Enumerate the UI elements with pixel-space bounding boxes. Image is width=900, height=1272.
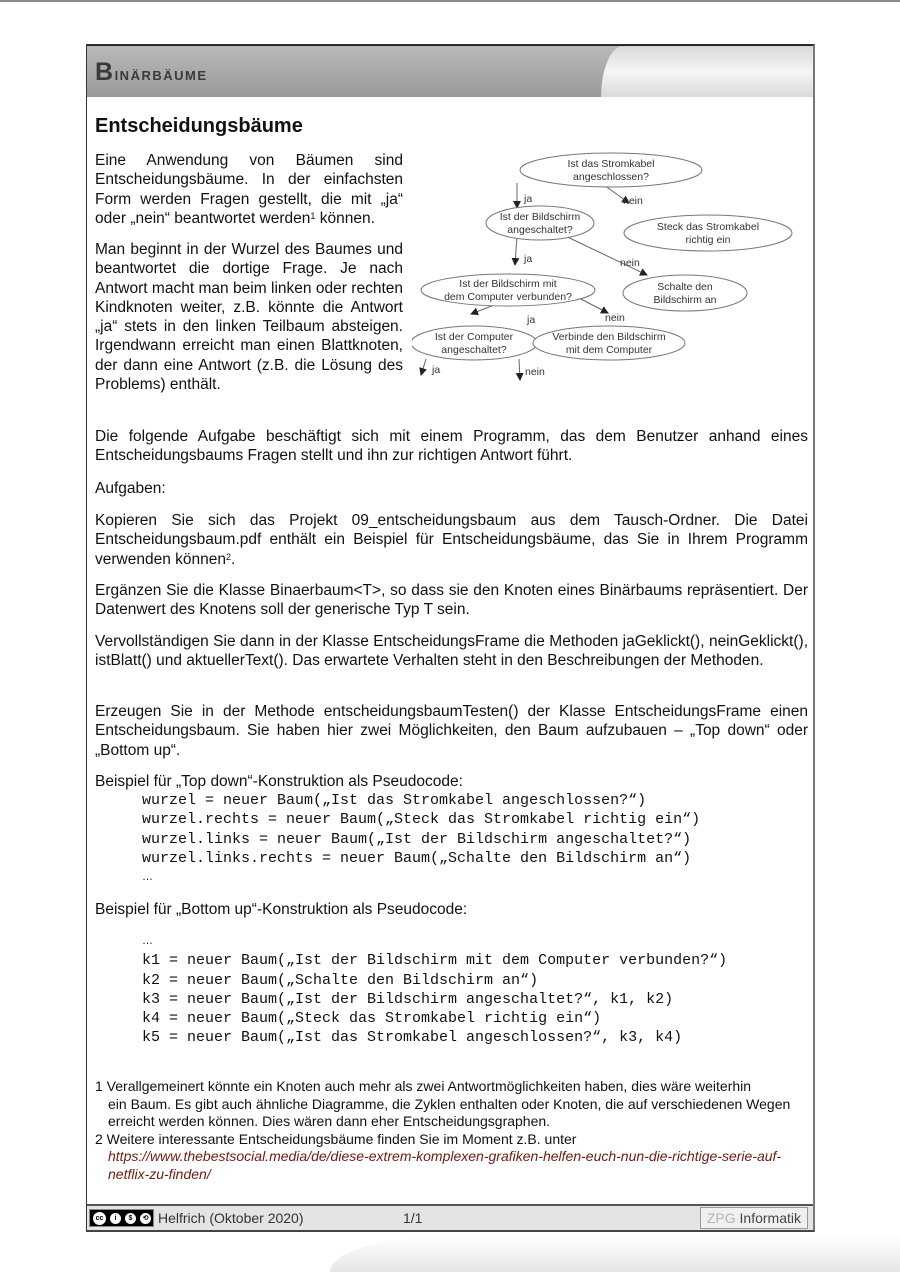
cc-icon: cc bbox=[92, 1211, 107, 1226]
svg-text:ja: ja bbox=[527, 314, 536, 326]
header-title: Binärbäume bbox=[95, 58, 208, 86]
page-shadow bbox=[330, 1236, 900, 1272]
svg-text:Verbinde den Bildschirm: Verbinde den Bildschirm bbox=[552, 331, 666, 343]
task-build-tree: Erzeugen Sie in der Methode entscheidungsbaumTesten() der Klasse EntscheidungsFrame einen Entscheidungsbaum. Sie haben hier zwei Möglichkeiten, den Baum aufzubauen – „Top down“ oder „Bottom up“. bbox=[95, 703, 808, 759]
svg-text:Bildschirm an: Bildschirm an bbox=[653, 294, 717, 306]
task-copy-project: Kopieren Sie sich das Projekt 09_entscheidungsbaum aus dem Tausch-Ordner. Die Datei Entscheidungsbaum.pdf enthält ein Beispiel für Entscheidungsbäume, das Sie in Ihrem Programm verwenden können$^2$. bbox=[95, 512, 808, 568]
footer-page-number: 1/1 bbox=[403, 1210, 423, 1226]
nc-icon: $ bbox=[124, 1212, 137, 1225]
svg-text:Steck das Stromkabel: Steck das Stromkabel bbox=[656, 221, 760, 233]
svg-text:nein: nein bbox=[620, 257, 640, 269]
footnote-1-continued: ein Baum. Es gibt auch ähnliche Diagramme, die Zyklen enthalten oder Knoten, die auf verschiedenen Wegen erreicht werden können. Dies wären dann eher Entscheidungsgraphen. bbox=[108, 1095, 791, 1129]
svg-text:Ist der Bildschirm: Ist der Bildschirm bbox=[499, 211, 581, 223]
svg-text:nein: nein bbox=[605, 312, 625, 324]
svg-text:Schalte den: Schalte den bbox=[657, 281, 713, 293]
svg-text:Ist das Stromkabel: Ist das Stromkabel bbox=[567, 158, 655, 170]
svg-text:ja: ja bbox=[432, 364, 441, 376]
bottomup-label: Beispiel für „Bottom up“-Konstruktion als Pseudocode: bbox=[95, 901, 468, 918]
svg-text:richtig ein: richtig ein bbox=[685, 234, 731, 246]
footnote-1: 1 Verallgemeinert könnte ein Knoten auch mehr als zwei Antwortmöglichkeiten haben, dies wäre weiterhin bbox=[95, 1078, 752, 1094]
footnotes bbox=[95, 1078, 810, 1183]
page-title: Entscheidungsbäume bbox=[95, 115, 303, 137]
zpg-informatik-logo: ZPG Informatik bbox=[700, 1207, 808, 1229]
footnote-ref-1[interactable]: 1 bbox=[310, 210, 316, 221]
svg-text:Ist der Computer: Ist der Computer bbox=[434, 331, 514, 343]
footer-author: Helfrich (Oktober 2020) bbox=[158, 1210, 304, 1226]
sa-icon: ⟲ bbox=[139, 1212, 152, 1225]
intro-paragraph-2: Man beginnt in der Wurzel des Baumes und beantwortet die dortige Frage. Je nach Antwort macht man beim linken oder rechten Kindknoten weiter, z.B. könnte die Antwort „ja“ stets in den linken Teilbaum absteigen. Irgendwann erreicht man einen Blattknoten, der dann eine Antwort (z.B. die Lösung des Problems) enthält. bbox=[95, 241, 403, 394]
task-entscheidungsframe: Vervollständigen Sie dann in der Klasse EntscheidungsFrame die Methoden jaGeklickt(), neinGeklickt(), istBlatt() und aktuellerText(). Das erwartete Verhalten steht in den Beschreibungen der Methoden. bbox=[95, 633, 808, 670]
topdown-label: Beispiel für „Top down“-Konstruktion als Pseudocode: bbox=[95, 773, 463, 790]
tasks-label: Aufgaben: bbox=[95, 480, 166, 497]
svg-text:angeschaltet?: angeschaltet? bbox=[441, 344, 507, 356]
topdown-code-block: wurzel = neuer Baum(„Ist das Stromkabel angeschlossen?“) wurzel.rechts = neuer Baum(„Steck das Stromkabel richtig ein“) wurzel.links = neuer Baum(„Ist der Bildschirm angeschaltet?“) wurzel.links.rechts = neuer Baum(„Schalte den Bildschirm an“) … bbox=[142, 792, 701, 884]
footnote-2-link[interactable]: https://www.thebestsocial.media/de/diese-extrem-komplexen-grafiken-helfen-euch-nun-die-richtige-serie-auf-netflix-zu-finden/ bbox=[108, 1148, 782, 1182]
svg-text:ja: ja bbox=[524, 253, 533, 265]
page-footer bbox=[87, 1204, 813, 1230]
svg-text:angeschaltet?: angeschaltet? bbox=[507, 224, 573, 236]
svg-text:nein: nein bbox=[623, 195, 643, 207]
svg-text:Ist der Bildschirm mit: Ist der Bildschirm mit bbox=[459, 278, 557, 290]
svg-text:ja: ja bbox=[524, 193, 533, 205]
intro-paragraph-1: Eine Anwendung von Bäumen sind Entscheidungsbäume. In der einfachsten Form werden Fragen gestellt, die mit „ja“ oder „nein“ beantwortet werden$^1$ können. bbox=[95, 152, 403, 227]
footnote-2: 2 Weitere interessante Entscheidungsbäume finden Sie im Moment z.B. unter bbox=[95, 1130, 577, 1147]
svg-text:mit dem Computer: mit dem Computer bbox=[565, 344, 653, 356]
header-swoosh bbox=[601, 46, 813, 97]
page-header bbox=[87, 45, 813, 97]
by-icon: i bbox=[109, 1212, 122, 1225]
svg-text:angeschlossen?: angeschlossen? bbox=[573, 171, 649, 183]
task-binaerbaum: Ergänzen Sie die Klasse Binaerbaum<T>, so dass sie den Knoten eines Binärbaums repräsentiert. Der Datenwert des Knotens soll der generische Typ T sein. bbox=[95, 582, 808, 619]
top-border bbox=[0, 0, 900, 2]
paragraph-program-description: Die folgende Aufgabe beschäftigt sich mit einem Programm, das dem Benutzer anhand eines Entscheidungsbaums Fragen stellt und ihn zur richtigen Antwort führt. bbox=[95, 428, 808, 465]
cc-by-nc-sa-icon bbox=[89, 1209, 154, 1227]
footnote-ref-2[interactable]: 2 bbox=[226, 551, 232, 562]
document-page bbox=[86, 44, 815, 1232]
bottomup-code-block: … k1 = neuer Baum(„Ist der Bildschirm mit dem Computer verbunden?“) k2 = neuer Baum(„Schalte den Bildschirm an“) k3 = neuer Baum(„Ist der Bildschirm angeschaltet?“, k1, k2) k4 = neuer Baum(„Steck das Stromkabel richtig ein“) k5 = neuer Baum(„Ist das Stromkabel angeschlossen?“, k3, k4) bbox=[142, 935, 728, 1047]
svg-text:dem Computer verbunden?: dem Computer verbunden? bbox=[444, 291, 572, 303]
svg-text:nein: nein bbox=[525, 366, 545, 378]
decision-tree-diagram bbox=[412, 148, 812, 388]
